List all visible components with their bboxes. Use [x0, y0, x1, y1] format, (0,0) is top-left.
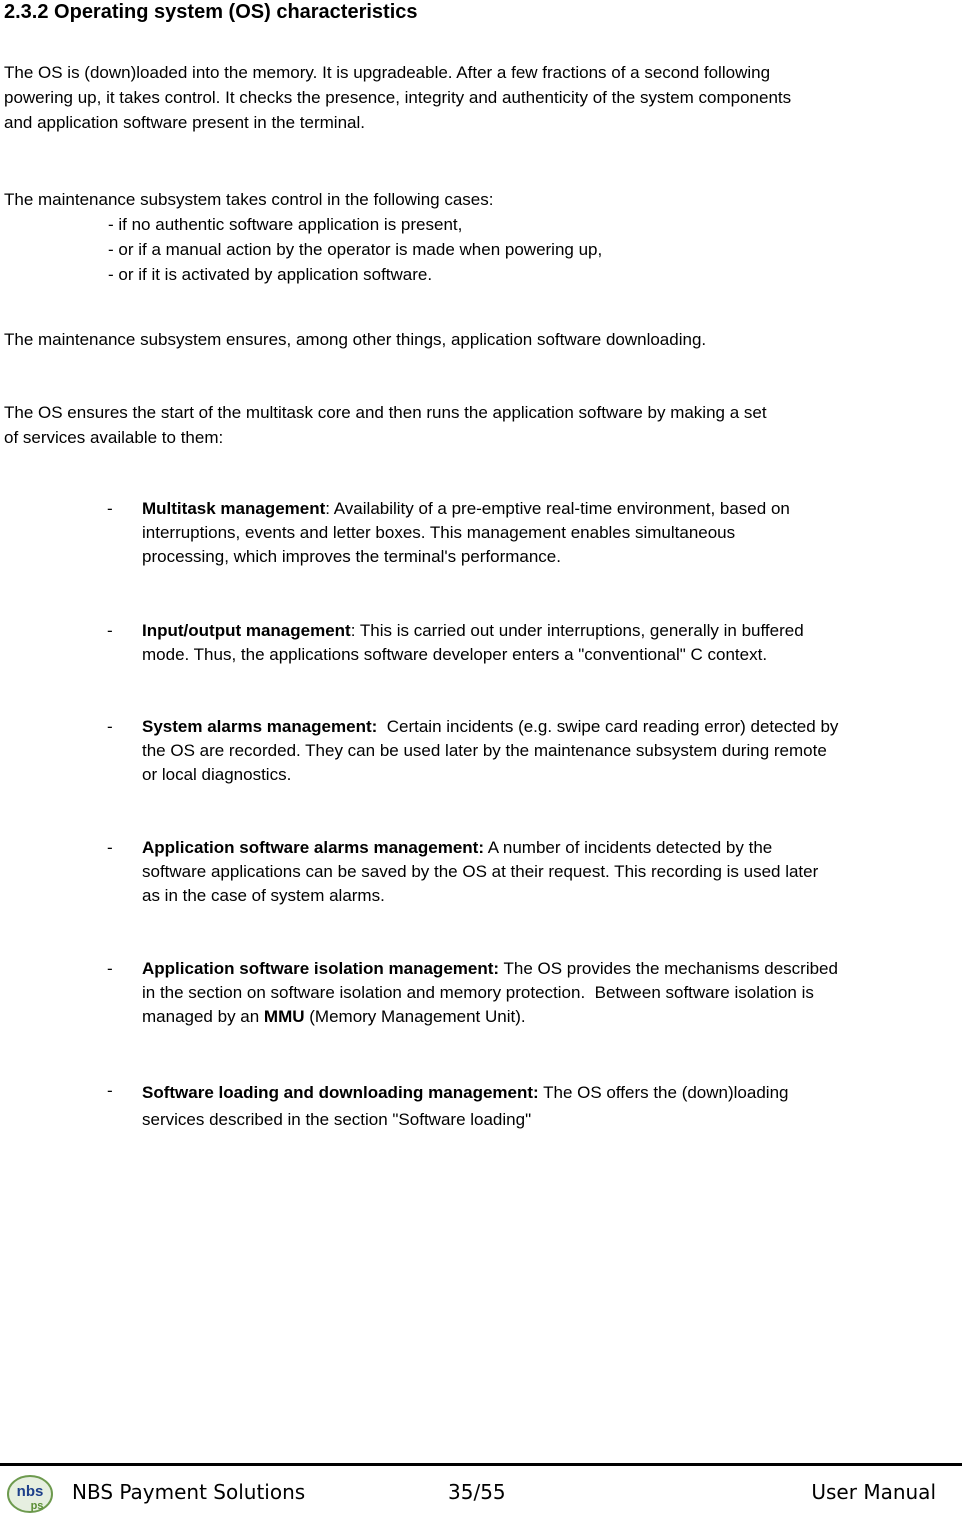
intro-paragraph	[4, 60, 791, 135]
bullet-line: : This is carried out under interruptions, generally in buffered	[350, 621, 804, 640]
bullet-line: software applications can be saved by the OS at their request. This recording is used later	[142, 862, 819, 881]
bullet-dash: -	[107, 499, 113, 518]
os-services-paragraph	[4, 400, 767, 450]
bullet-title: Input/output management	[142, 621, 351, 640]
footer-page-number: 35/55	[448, 1480, 506, 1504]
logo-subtext: ps	[30, 1500, 44, 1512]
bullet-line: the OS are recorded. They can be used later by the maintenance subsystem during remote	[142, 741, 827, 760]
footer-document-title: User Manual	[811, 1480, 936, 1504]
bullet-line: as in the case of system alarms.	[142, 886, 385, 905]
bullet-line: services described in the section "Software loading"	[142, 1110, 532, 1129]
bullet-line: The OS provides the mechanisms described	[499, 959, 838, 978]
bullet-title: Application software isolation management:	[142, 959, 500, 978]
bullet-line: or local diagnostics.	[142, 765, 292, 784]
bullet-dash: -	[107, 959, 113, 978]
page-footer	[0, 1466, 962, 1511]
bullet-title: Multitask management	[142, 499, 326, 518]
intro-line: The OS is (down)loaded into the memory. It is upgradeable. After a few fractions of a second following	[4, 63, 771, 82]
bullet-line: (Memory Management Unit).	[304, 1007, 526, 1026]
mmu-term: MMU	[263, 1007, 305, 1026]
bullet-line: interruptions, events and letter boxes. This management enables simultaneous	[142, 523, 736, 542]
bullet-title: Software loading and downloading management:	[142, 1083, 539, 1102]
maintenance-case-item: - or if a manual action by the operator is made when powering up,	[108, 240, 603, 259]
maintenance-case-item: - if no authentic software application is present,	[108, 215, 463, 234]
bullet-line: : Availability of a pre-emptive real-time environment, based on	[325, 499, 790, 518]
bullet-line: A number of incidents detected by the	[483, 838, 773, 857]
footer-company: NBS Payment Solutions	[72, 1480, 306, 1504]
bullet-line: processing, which improves the terminal's performance.	[142, 547, 561, 566]
logo-text: nbs	[16, 1483, 44, 1500]
bullet-line: The OS offers the (down)loading	[538, 1083, 789, 1102]
maintenance-role-paragraph: The maintenance subsystem ensures, among other things, application software downloading.	[4, 330, 707, 349]
bullet-dash: -	[107, 838, 113, 857]
bullet-line: mode. Thus, the applications software developer enters a "conventional" C context.	[142, 645, 768, 664]
intro-line: and application software present in the terminal.	[4, 113, 365, 132]
bullet-line: in the section on software isolation and memory protection. Between software isolation is	[142, 983, 814, 1002]
maintenance-cases-lead: The maintenance subsystem takes control in the following cases:	[4, 190, 494, 209]
bullet-title: Application software alarms management:	[142, 838, 484, 857]
nbs-logo-icon	[6, 1472, 56, 1514]
os-services-line: of services available to them:	[4, 428, 224, 447]
bullet-line: managed by an	[142, 1007, 264, 1026]
intro-line: powering up, it takes control. It checks the presence, integrity and authenticity of the system components	[4, 88, 792, 107]
bullet-title: System alarms management:	[142, 717, 378, 736]
maintenance-case-item: - or if it is activated by application software.	[108, 265, 433, 284]
bullet-dash: -	[107, 621, 113, 640]
bullet-dash: -	[107, 1081, 113, 1100]
section-heading: 2.3.2 Operating system (OS) characteristics	[4, 1, 418, 23]
bullet-line: Certain incidents (e.g. swipe card reading error) detected by	[377, 717, 839, 736]
os-services-line: The OS ensures the start of the multitask core and then runs the application software by making a set	[4, 403, 767, 422]
bullet-dash: -	[107, 717, 113, 736]
